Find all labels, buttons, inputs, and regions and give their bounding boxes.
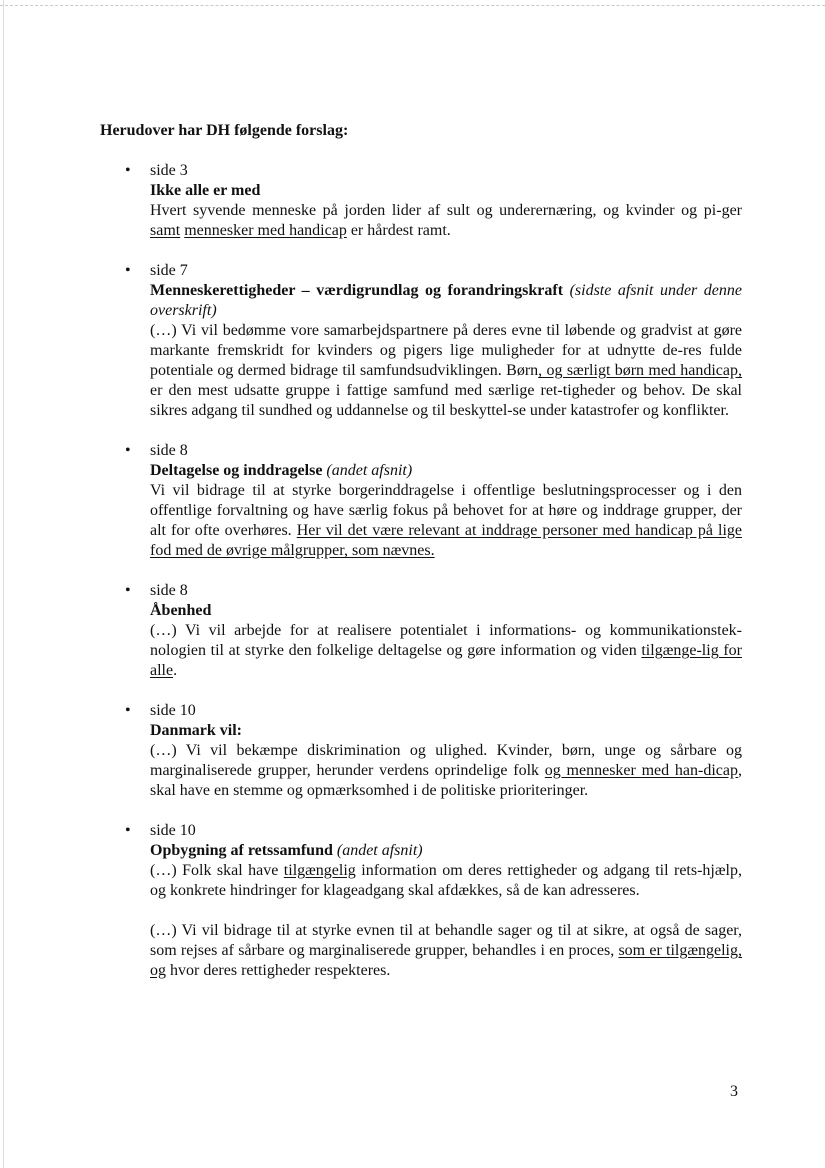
bullet-icon: • xyxy=(125,262,131,279)
underlined-text: tilgænge-lig for alle xyxy=(150,642,743,679)
page-reference: side 10 xyxy=(150,822,196,839)
paragraph-text: (…) Vi vil bekæmpe diskrimination og ulighed. Kvinder, børn, unge og sårbare og marginaliserede grupper, herunder verdens oprindelige folk xyxy=(150,742,742,779)
proposal-title-text: Menneskerettigheder – værdigrundlag og forandringskraft xyxy=(150,282,564,299)
bullet-icon: • xyxy=(125,162,131,179)
proposal-title xyxy=(150,181,742,201)
proposal-paragraph xyxy=(150,481,742,561)
proposal-title-note: (sidste afsnit under denne overskrift) xyxy=(150,282,742,319)
proposal-item xyxy=(100,701,742,801)
proposal-item xyxy=(100,581,742,681)
paragraph-text: , skal have en stemme og opmærksomhed i de politiske prioriteringer. xyxy=(150,762,742,799)
paragraph-text: hvor deres rettigheder respekteres. xyxy=(166,962,391,979)
proposal-item xyxy=(100,161,742,241)
paragraph-text: (…) Folk skal have xyxy=(150,862,284,879)
proposal-paragraph xyxy=(150,861,742,901)
proposal-item xyxy=(100,821,742,981)
page-reference: side 8 xyxy=(150,442,188,459)
underlined-text: mennesker med handicap xyxy=(184,222,347,239)
proposal-title-text: Ikke alle er med xyxy=(150,182,261,199)
bullet-icon: • xyxy=(125,442,131,459)
proposal-title-note: (andet afsnit) xyxy=(332,842,423,859)
proposal-title xyxy=(150,841,742,861)
paragraph-text: Vi vil bidrage til at styrke borgerinddragelse i offentlige beslutningsprocesser og i den offentlige forvaltning og have særlig fokus på behovet for at høre og inddrage grupper, der alt for ofte overhøres. xyxy=(150,482,742,539)
underlined-text: som er tilgængelig, og xyxy=(150,942,742,979)
proposal-item xyxy=(100,441,742,561)
proposal-title-note: (andet afsnit) xyxy=(322,462,413,479)
page-reference: side 3 xyxy=(150,162,188,179)
bullet-icon: • xyxy=(125,582,131,599)
page-reference: side 7 xyxy=(150,262,188,279)
paragraph-text: er den mest udsatte gruppe i fattige samfund med særlige ret-tigheder og behov. De skal sikres adgang til sundhed og uddannelse og til beskyttel-se under katastrofer og konflikter. xyxy=(150,382,742,419)
page-reference: side 8 xyxy=(150,582,188,599)
proposal-title-text: Danmark vil: xyxy=(150,722,242,739)
proposal-item xyxy=(100,261,742,421)
proposal-title-text: Åbenhed xyxy=(150,602,212,619)
bullet-icon: • xyxy=(125,822,131,839)
underlined-text: , og særligt børn med handicap, xyxy=(538,362,743,379)
proposal-title-text: Opbygning af retssamfund xyxy=(150,842,333,859)
page-number: 3 xyxy=(730,1083,738,1100)
bullet-icon: • xyxy=(125,702,131,719)
underlined-text: tilgængelig xyxy=(283,862,356,879)
proposal-title xyxy=(150,721,742,741)
underlined-text: samt xyxy=(150,222,181,239)
proposal-list xyxy=(100,161,742,1001)
paragraph-text: (…) Vi vil bidrage til at styrke evnen til at behandle sager og til at sikre, at også de sager, som rejses af sårbare og marginaliserede grupper, behandles i en proces, xyxy=(150,922,742,959)
scan-edge-top xyxy=(0,5,825,6)
paragraph-text: er hårdest ramt. xyxy=(346,222,451,239)
proposal-title xyxy=(150,281,742,321)
paragraph-text: (…) Vi vil bedømme vore samarbejdspartnere på deres evne til løbende og gradvist at gøre markante fremskridt for kvinders og pigers lige muligheder for at udnytte de-res fulde potentiale og dermed bidrage til samfundsudviklingen. Børn xyxy=(150,322,742,379)
underlined-text: og mennesker med han-dicap xyxy=(544,762,738,779)
proposal-paragraph xyxy=(150,621,742,681)
paragraph-text: (…) Vi vil arbejde for at realisere potentialet i informations- og kommunikationstek-nologien til at styrke den folkelige deltagelse og gøre information og viden xyxy=(150,622,742,659)
proposal-paragraph xyxy=(150,741,742,801)
proposal-paragraph xyxy=(150,921,742,981)
proposal-paragraph xyxy=(150,321,742,421)
section-heading: Herudover har DH følgende forslag: xyxy=(100,122,349,139)
paragraph-gap xyxy=(150,901,742,921)
proposal-title-text: Deltagelse og inddragelse xyxy=(150,462,323,479)
proposal-title xyxy=(150,461,742,481)
proposal-title xyxy=(150,601,742,621)
paragraph-text: Hvert syvende menneske på jorden lider af sult og underernæring, og kvinder og pi-ger xyxy=(150,202,742,219)
underlined-text: Her vil det være relevant at inddrage personer med handicap på lige fod med de øvrige målgrupper, som nævnes. xyxy=(150,522,743,559)
page-reference: side 10 xyxy=(150,702,196,719)
scan-edge-left xyxy=(3,0,4,1168)
paragraph-text: . xyxy=(173,662,178,679)
proposal-paragraph xyxy=(150,201,742,241)
paragraph-text: information om deres rettigheder og adgang til rets-hjælp, og konkrete hindringer for klageadgang skal afdækkes, så de kan adresseres. xyxy=(150,862,742,899)
